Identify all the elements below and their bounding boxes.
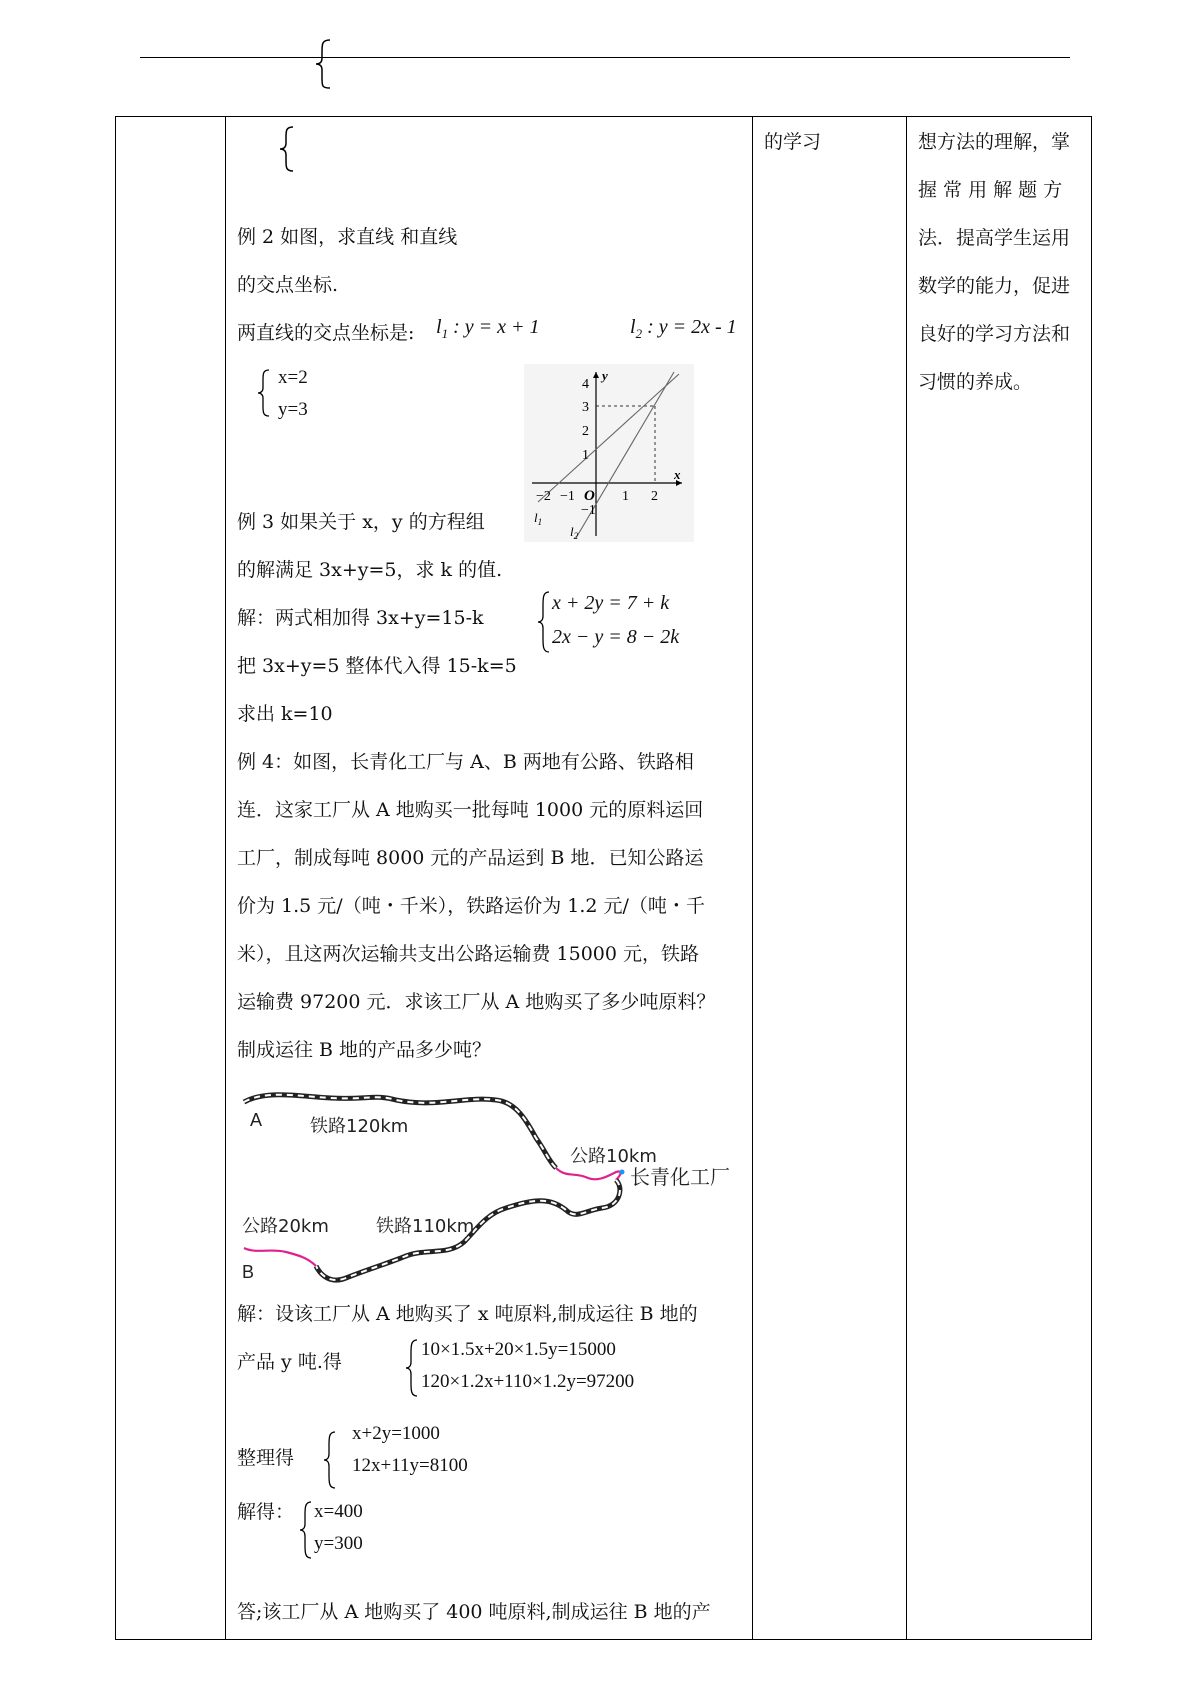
map-label-a: A	[250, 1110, 263, 1130]
x-axis-label: x	[674, 467, 681, 482]
example3-line4: 把 3x+y=5 整体代入得 15-k=5	[237, 655, 517, 677]
example3-line3: 解：两式相加得 3x+y=15-k	[237, 607, 484, 629]
example3-equation1: x + 2y = 7 + k	[552, 592, 670, 614]
y-tick-1: 1	[582, 448, 589, 463]
l1-symbol: l	[436, 316, 442, 338]
solution-x: x=2	[278, 367, 308, 388]
l2-rest: : y = 2x - 1	[642, 316, 737, 338]
example3-line2: 的解满足 3x+y=5，求 k 的值.	[237, 559, 503, 581]
answer-line: 答;该工厂从 A 地购买了 400 吨原料,制成运往 B 地的产	[237, 1601, 711, 1623]
example4-line3: 工厂，制成每吨 8000 元的产品运到 B 地．已知公路运	[237, 847, 704, 869]
example3-system-brace	[536, 590, 552, 654]
x-tick-neg2: −2	[536, 489, 551, 504]
coordinate-graph	[524, 364, 694, 542]
map-factory-label: 长青化工厂	[630, 1165, 730, 1189]
graph-background	[524, 364, 694, 542]
road-bottom	[244, 1248, 316, 1266]
example4-line4: 价为 1.5 元/（吨・千米），铁路运价为 1.2 元/（吨・千	[237, 895, 705, 917]
graph-l2-subscript: 2	[573, 531, 579, 541]
graph-l1-symbol: l	[534, 510, 538, 525]
system1-equation2: 120×1.2x+110×1.2y=97200	[421, 1371, 635, 1392]
example4-line6: 运输费 97200 元．求该工厂从 A 地购买了多少吨原料？	[237, 991, 716, 1013]
map-rail-top-label: 铁路120km	[310, 1116, 409, 1137]
column4-line4: 数学的能力，促进	[918, 275, 1071, 297]
y-tick-3: 3	[582, 400, 589, 415]
simplify-label: 整理得	[237, 1447, 295, 1469]
system1-brace	[404, 1338, 420, 1398]
system2-equation2: 12x+11y=8100	[352, 1455, 468, 1476]
y-tick-2: 2	[582, 424, 589, 439]
x-tick-neg1: −1	[560, 489, 575, 504]
column4-line6: 习惯的养成。	[918, 371, 1033, 393]
l2-symbol: l	[630, 316, 636, 338]
map-road-top-label: 公路10km	[570, 1146, 657, 1167]
column4-line5: 良好的学习方法和	[918, 323, 1071, 345]
example4-line5: 米），且这两次运输共支出公路运输费 15000 元，铁路	[237, 943, 700, 965]
origin-label: O	[584, 488, 595, 504]
road-top	[556, 1168, 621, 1180]
l2-subscript: 2	[635, 326, 643, 341]
intersection-lead: 两直线的交点坐标是:	[237, 322, 415, 344]
system2-brace	[322, 1430, 338, 1490]
example4-line1: 例 4：如图，长青化工厂与 A、B 两地有公路、铁路相	[237, 751, 694, 773]
route-map	[236, 1080, 748, 1290]
example3-equation2: 2x − y = 8 − 2k	[552, 626, 680, 648]
table-col-line-3	[906, 117, 907, 1639]
table-col-line-0	[115, 117, 116, 1639]
y-tick-neg1: −1	[581, 503, 596, 518]
system3-equation1: x=400	[314, 1501, 363, 1522]
example4-line2: 连．这家工厂从 A 地购买一批每吨 1000 元的原料运回	[237, 799, 704, 821]
example2-line1: 例 2 如图，求直线 和直线	[237, 226, 458, 248]
example3-line5: 求出 k=10	[237, 703, 333, 725]
table-bottom-border	[115, 1639, 1092, 1640]
column4-line1: 想方法的理解，掌	[918, 131, 1071, 153]
solution-line1: 解：设该工厂从 A 地购买了 x 吨原料,制成运往 B 地的	[237, 1303, 698, 1325]
system1-equation1: 10×1.5x+20×1.5y=15000	[421, 1339, 616, 1360]
x-tick-2: 2	[651, 489, 658, 504]
example2-line2: 的交点坐标.	[237, 274, 339, 296]
line-l1-equation	[436, 316, 539, 342]
graph-l1-subscript: 1	[537, 517, 543, 527]
table-col-line-1	[225, 117, 226, 1639]
system3-equation2: y=300	[314, 1533, 363, 1554]
example4-line7: 制成运往 B 地的产品多少吨？	[237, 1039, 492, 1061]
x-tick-1: 1	[622, 489, 629, 504]
header-brace	[312, 38, 336, 90]
map-road-bottom-label: 公路20km	[242, 1216, 329, 1237]
empty-brace	[275, 125, 299, 173]
table-col-line-2	[752, 117, 753, 1639]
column4-line2: 握 常 用 解 题 方	[918, 179, 1063, 201]
y-axis-label: y	[602, 368, 608, 383]
header-rule	[140, 57, 1070, 58]
graph-l2-symbol: l	[570, 524, 574, 539]
solution-brace	[255, 368, 273, 418]
l1-rest: : y = x + 1	[448, 316, 540, 338]
system2-equation1: x+2y=1000	[352, 1423, 440, 1444]
table-top-border	[115, 116, 1092, 117]
column3-text: 的学习	[764, 131, 822, 153]
map-rail-bottom-label: 铁路110km	[376, 1216, 475, 1237]
solution-y: y=3	[278, 399, 308, 420]
line-l2-equation	[630, 316, 737, 342]
table-col-line-4	[1091, 117, 1092, 1639]
solution-line2: 产品 y 吨.得	[237, 1351, 342, 1373]
l1-subscript: 1	[441, 326, 449, 341]
column4-line3: 法．提高学生运用	[918, 227, 1071, 249]
y-tick-4: 4	[582, 377, 589, 392]
solve-label: 解得：	[237, 1501, 295, 1523]
system3-brace	[298, 1500, 314, 1560]
example3-line1: 例 3 如果关于 x，y 的方程组	[237, 511, 485, 533]
map-label-b: B	[242, 1262, 255, 1282]
factory-dot	[620, 1170, 625, 1175]
